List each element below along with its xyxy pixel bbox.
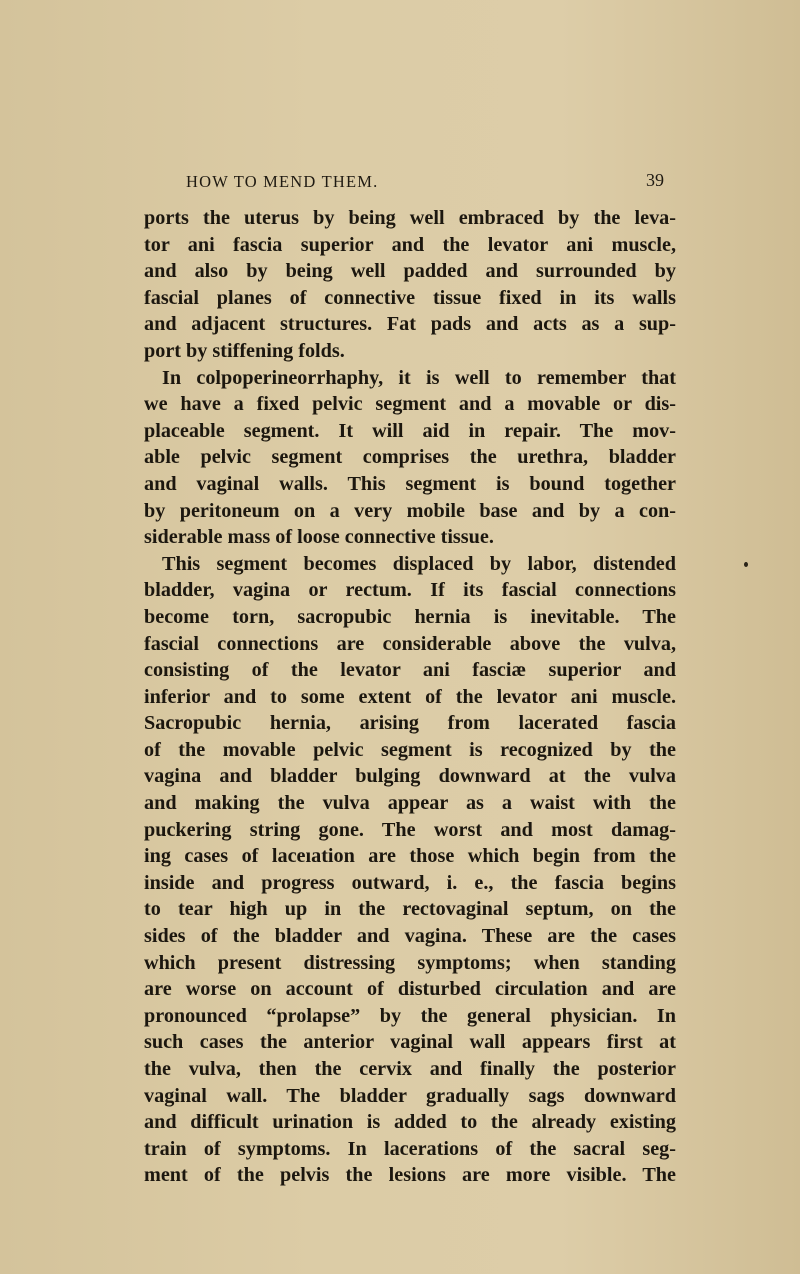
text-line: inside and progress outward, i. e., the fascia begins [144, 871, 676, 894]
running-title: HOW TO MEND THEM. [186, 172, 379, 191]
text-line: ports the uterus by being well embraced by the leva- [144, 207, 676, 229]
text-line: and adjacent structures. Fat pads and acts as a sup- [144, 313, 676, 336]
text-line: and also by being well padded and surrounded by [144, 260, 676, 283]
text-line: to tear high up in the rectovaginal septum, on the [144, 898, 676, 921]
text-line: by peritoneum on a very mobile base and by a con- [144, 499, 676, 522]
text-line: and making the vulva appear as a waist with the [144, 792, 676, 815]
text-line: sides of the bladder and vagina. These are the cases [144, 925, 676, 948]
text-line: train of symptoms. In lacerations of the sacral seg- [144, 1137, 676, 1160]
text-line: fascial planes of connective tissue fixed in its walls [144, 286, 676, 309]
text-line: we have a fixed pelvic segment and a movable or dis- [144, 393, 676, 416]
text-line: able pelvic segment comprises the urethra, bladder [144, 446, 676, 469]
text-line: vagina and bladder bulging downward at the vulva [144, 765, 676, 788]
text-line: tor ani fascia superior and the levator ani muscle, [144, 233, 676, 256]
text-line: are worse on account of disturbed circulation and are [144, 978, 676, 1001]
text-line: pronounced “prolapse” by the general physician. In [144, 1004, 676, 1027]
text-line: become torn, sacropubic hernia is inevitable. The [144, 605, 676, 628]
text-line: ing cases of laceıation are those which begin from the [144, 845, 676, 868]
text-line: This segment becomes displaced by labor, distended [162, 552, 676, 575]
text-line: consisting of the levator ani fasciæ superior and [144, 659, 676, 682]
text-line: such cases the anterior vaginal wall appears first at [144, 1031, 676, 1054]
text-line: siderable mass of loose connective tissue. [144, 526, 494, 549]
text-line: vaginal wall. The bladder gradually sags downward [144, 1084, 676, 1107]
text-line: which present distressing symptoms; when standing [144, 951, 676, 974]
running-head [186, 172, 664, 196]
text-line: In colpoperineorrhaphy, it is well to remember that [162, 366, 676, 389]
text-line: bladder, vagina or rectum. If its fascial connections [144, 579, 676, 602]
text-line: fascial connections are considerable above the vulva, [144, 632, 676, 655]
page-number: 39 [646, 170, 664, 190]
text-line: the vulva, then the cervix and finally the posterior [144, 1058, 676, 1080]
text-line: ment of the pelvis the lesions are more visible. The [144, 1164, 676, 1187]
text-line: puckering string gone. The worst and most damag- [144, 818, 676, 841]
text-line: and vaginal walls. This segment is bound together [144, 472, 676, 495]
text-line: placeable segment. It will aid in repair. The mov- [144, 419, 676, 442]
text-line: and difficult urination is added to the already existing [144, 1111, 676, 1134]
body-text [144, 205, 676, 1189]
text-line: Sacropubic hernia, arising from lacerated fascia [144, 712, 676, 735]
text-line: of the movable pelvic segment is recognized by the [144, 738, 676, 761]
ink-speck [744, 562, 748, 567]
text-line: port by stiffening folds. [144, 339, 345, 362]
text-line: inferior and to some extent of the levator ani muscle. [144, 685, 676, 708]
